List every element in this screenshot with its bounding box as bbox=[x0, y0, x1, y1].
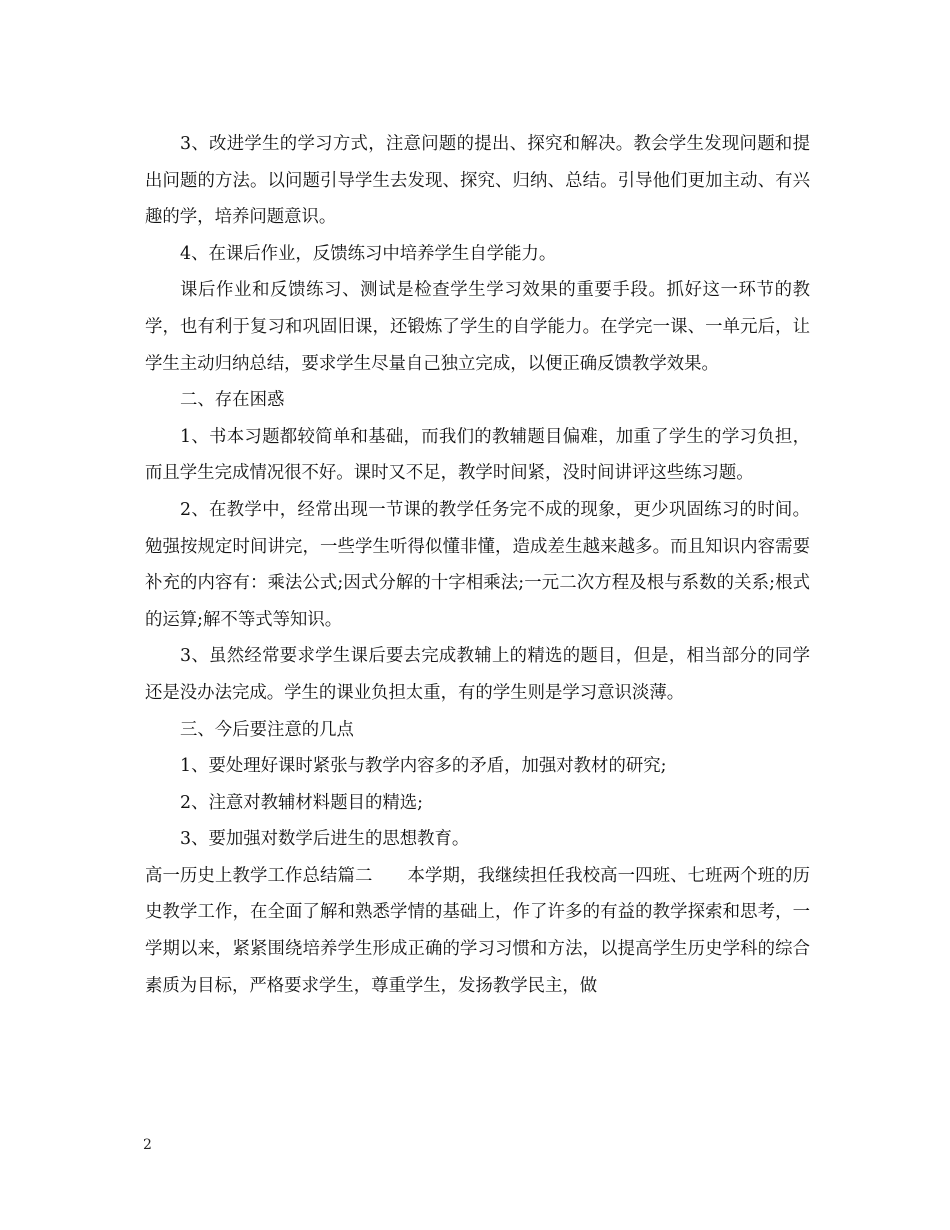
paragraph-study-method: 3、改进学生的学习方式，注意问题的提出、探究和解决。教会学生发现问题和提出问题的方法。以问题引导学生去发现、探究、归纳、总结。引导他们更加主动、有兴趣的学，培养问题意识。 bbox=[145, 134, 810, 228]
document-body bbox=[145, 126, 810, 1004]
paragraph-difficulty-3: 3、虽然经常要求学生课后要去完成教辅上的精选的题目，但是，相当部分的同学还是没办法完成。学生的课业负担太重，有的学生则是学习意识淡薄。 bbox=[145, 646, 810, 703]
paragraph-future-point-2: 2、注意对教辅材料题目的精选; bbox=[180, 792, 424, 813]
paragraph-homework-heading: 4、在课后作业，反馈练习中培养学生自学能力。 bbox=[180, 243, 557, 264]
paragraph-history-summary-two: 高一历史上教学工作总结篇二 本学期，我继续担任我校高一四班、七班两个班的历史教学工作，在全面了解和熟悉学情的基础上，作了许多的有益的教学探索和思考，一学期以来，紧紧围绕培养学生形成正确的学习习惯和方法，以提高学生历史学科的综合素质为目标，严格要求学生，尊重学生，发扬教学民主，做 bbox=[145, 865, 810, 996]
paragraph-homework-detail: 课后作业和反馈练习、测试是检查学生学习效果的重要手段。抓好这一环节的教学，也有利于复习和巩固旧课，还锻炼了学生的自学能力。在学完一课、一单元后，让学生主动归纳总结，要求学生尽量自己独立完成，以便正确反馈教学效果。 bbox=[145, 280, 810, 374]
paragraph-future-point-1: 1、要处理好课时紧张与教学内容多的矛盾，加强对教材的研究; bbox=[180, 756, 667, 777]
page-number: 2 bbox=[143, 1137, 152, 1153]
paragraph-difficulty-2: 2、在教学中，经常出现一节课的教学任务完不成的现象，更少巩固练习的时间。勉强按规定时间讲完，一些学生听得似懂非懂，造成差生越来越多。而且知识内容需要补充的内容有：乘法公式;因式分解的十字相乘法;一元二次方程及根与系数的关系;根式的运算;解不等式等知识。 bbox=[145, 499, 810, 630]
paragraph-future-point-3: 3、要加强对数学后进生的思想教育。 bbox=[180, 829, 470, 850]
section-heading-difficulties: 二、存在困惑 bbox=[180, 390, 285, 411]
section-heading-future-points: 三、今后要注意的几点 bbox=[180, 719, 354, 740]
paragraph-difficulty-1: 1、书本习题都较简单和基础，而我们的教辅题目偏难，加重了学生的学习负担，而且学生完成情况很不好。课时又不足，教学时间紧，没时间讲评这些练习题。 bbox=[145, 426, 810, 484]
